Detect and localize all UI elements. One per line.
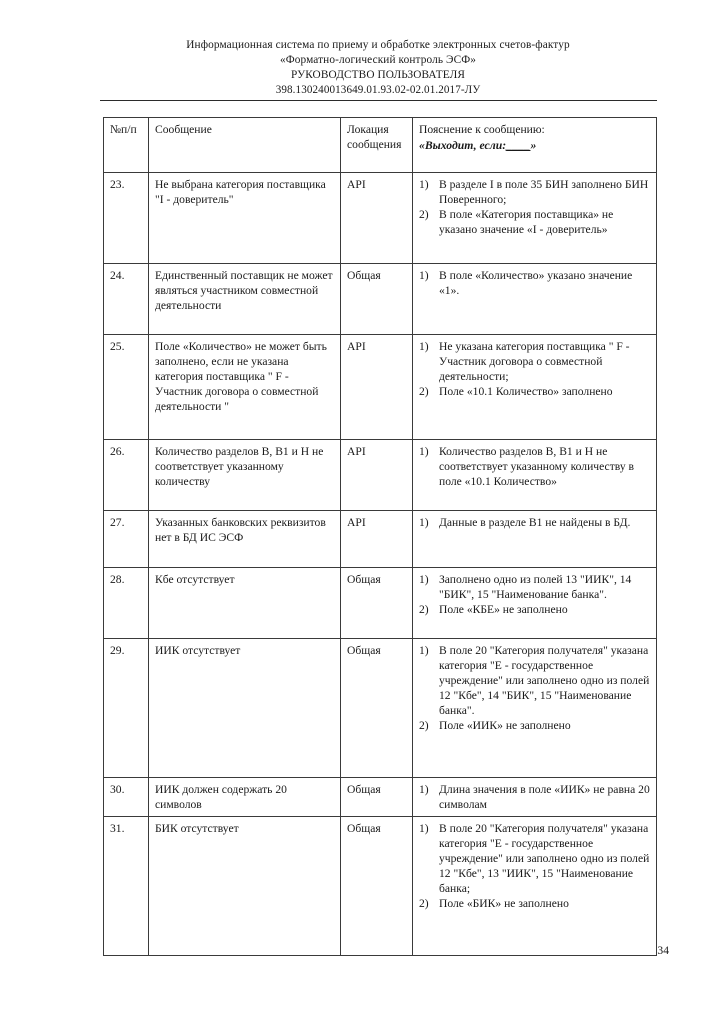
- cell-message: БИК отсутствует: [149, 817, 341, 956]
- cell-location: API: [341, 173, 413, 264]
- cell-message: ИИК отсутствует: [149, 639, 341, 778]
- table-row: [104, 173, 657, 264]
- explanation-list: [419, 821, 651, 911]
- cell-number: 26.: [104, 440, 149, 511]
- explanation-item: [419, 515, 651, 530]
- cell-number: 27.: [104, 511, 149, 568]
- cell-number: 23.: [104, 173, 149, 264]
- cell-location: Общая: [341, 264, 413, 335]
- cell-message: Количество разделов B, B1 и H не соответствует указанному количеству: [149, 440, 341, 511]
- cell-location: Общая: [341, 817, 413, 956]
- cell-location: API: [341, 440, 413, 511]
- explanation-item: [419, 896, 651, 911]
- cell-number: 28.: [104, 568, 149, 639]
- cell-explanation: [413, 440, 657, 511]
- cell-message: Кбе отсутствует: [149, 568, 341, 639]
- cell-explanation: [413, 264, 657, 335]
- table-row: [104, 568, 657, 639]
- explanation-item: [419, 718, 651, 733]
- column-header-explanation: [413, 118, 657, 173]
- explanation-item-text: Поле «ИИК» не заполнено: [439, 719, 571, 733]
- cell-message: Поле «Количество» не может быть заполнено, если не указана категория поставщика " F - Участник договора о совместной деятельности ": [149, 335, 341, 440]
- explanation-sub-tail: »: [530, 139, 537, 153]
- cell-location: Общая: [341, 639, 413, 778]
- cell-explanation: [413, 173, 657, 264]
- running-head-line-4: 398.130240013649.01.93.02-02.01.2017-ЛУ: [275, 83, 481, 96]
- explanation-item-marker: 2): [419, 208, 429, 222]
- explanation-item-text: Заполнено одно из полей 13 "ИИК", 14 "БИК", 15 "Наименование банка".: [439, 573, 632, 602]
- running-head: [100, 38, 656, 97]
- explanation-item-text: Количество разделов B, B1 и H не соответствует указанному количеству в поле «10.1 Количество»: [439, 445, 635, 489]
- explanation-item-text: В поле 20 "Категория получателя" указана категория "Е - государственное учреждение" или заполнено одно из полей 12 "Кбе", 13 "ИИК", 15 "Наименование банка;: [439, 822, 650, 896]
- explanation-item: [419, 268, 651, 298]
- cell-location: Общая: [341, 568, 413, 639]
- cell-message: Указанных банковских реквизитов нет в БД ИС ЭСФ: [149, 511, 341, 568]
- explanation-item-text: В поле «Количество» указано значение «1».: [439, 269, 633, 298]
- explanation-list: [419, 572, 651, 617]
- explanation-list: [419, 444, 651, 489]
- explanation-list: [419, 782, 651, 812]
- explanation-item: [419, 821, 651, 896]
- table-body: [104, 173, 657, 956]
- explanation-list: [419, 268, 651, 298]
- cell-message: Единственный поставщик не может являться участником совместной деятельности: [149, 264, 341, 335]
- explanation-item-marker: 1): [419, 783, 429, 796]
- explanation-item: [419, 177, 651, 207]
- explanation-item-marker: 1): [419, 516, 429, 529]
- explanation-item-marker: 1): [419, 340, 429, 353]
- column-header-location: Локация сообщения: [341, 118, 413, 173]
- cell-message: Не выбрана категория поставщика "I - доверитель": [149, 173, 341, 264]
- explanation-list: [419, 643, 651, 733]
- table-row: [104, 817, 657, 956]
- explanation-item-text: Не указана категория поставщика " F - Участник договора о совместной деятельности;: [439, 340, 630, 384]
- explanation-item: [419, 572, 651, 602]
- explanation-item: [419, 602, 651, 617]
- cell-explanation: [413, 568, 657, 639]
- cell-number: 30.: [104, 778, 149, 817]
- table-row: [104, 264, 657, 335]
- cell-number: 24.: [104, 264, 149, 335]
- table-header-row: [104, 118, 657, 173]
- explanation-item-text: Данные в разделе B1 не найдены в БД.: [439, 516, 631, 529]
- explanation-item-marker: 2): [419, 603, 429, 617]
- explanation-item: [419, 207, 651, 237]
- explanation-item-marker: 1): [419, 269, 429, 282]
- explanation-item-marker: 1): [419, 573, 429, 586]
- cell-location: API: [341, 511, 413, 568]
- explanation-item: [419, 782, 651, 812]
- explanation-item-text: Поле «БИК» не заполнено: [439, 897, 569, 911]
- running-head-line-2: «Форматно-логический контроль ЭСФ»: [279, 53, 477, 66]
- explanation-sub-prefix: «Выходит, если:: [419, 139, 507, 153]
- table-row: [104, 511, 657, 568]
- table-row: [104, 440, 657, 511]
- explanation-item: [419, 384, 651, 399]
- explanation-list: [419, 177, 651, 237]
- message-table-container: [103, 117, 656, 956]
- message-table: [103, 117, 657, 956]
- explanation-item: [419, 339, 651, 384]
- explanation-item-text: В поле 20 "Категория получателя" указана категория "Е - государственное учреждение" или заполнено одно из полей 12 "Кбе", 14 "БИК", 15 "Наименование банка".: [439, 644, 650, 718]
- cell-number: 25.: [104, 335, 149, 440]
- table-row: [104, 778, 657, 817]
- cell-message: ИИК должен содержать 20 символов: [149, 778, 341, 817]
- page-number: 34: [657, 944, 669, 957]
- column-header-number: №п/п: [104, 118, 149, 173]
- explanation-item-text: Поле «КБЕ» не заполнено: [439, 603, 568, 617]
- header-divider-rule: [100, 100, 657, 101]
- explanation-item-marker: 1): [419, 644, 429, 657]
- cell-number: 31.: [104, 817, 149, 956]
- table-row: [104, 639, 657, 778]
- cell-explanation: [413, 778, 657, 817]
- cell-location: Общая: [341, 778, 413, 817]
- running-head-line-1: Информационная система по приему и обработке электронных счетов-фактур: [186, 39, 570, 51]
- cell-location: API: [341, 335, 413, 440]
- explanation-item-text: Длина значения в поле «ИИК» не равна 20 символам: [439, 783, 650, 812]
- table-row: [104, 335, 657, 440]
- cell-explanation: [413, 335, 657, 440]
- column-header-message: Сообщение: [149, 118, 341, 173]
- table-head: [104, 118, 657, 173]
- explanation-item-text: В разделе I в поле 35 БИН заполнено БИН Поверенного;: [439, 178, 649, 207]
- cell-explanation: [413, 639, 657, 778]
- explanation-item-text: В поле «Категория поставщика» не указано значение «I - доверитель»: [439, 208, 614, 237]
- explanation-item-text: Поле «10.1 Количество» заполнено: [439, 385, 613, 399]
- running-head-line-3: РУКОВОДСТВО ПОЛЬЗОВАТЕЛЯ: [290, 68, 466, 81]
- explanation-item: [419, 444, 651, 489]
- cell-number: 29.: [104, 639, 149, 778]
- cell-explanation: [413, 511, 657, 568]
- explanation-item-marker: 1): [419, 822, 429, 836]
- column-header-explanation-subtitle: [419, 138, 651, 153]
- explanation-item-marker: 2): [419, 719, 429, 733]
- explanation-item-marker: 1): [419, 445, 429, 458]
- explanation-list: [419, 515, 651, 530]
- explanation-item: [419, 643, 651, 718]
- explanation-item-marker: 2): [419, 385, 429, 399]
- explanation-sub-blank: ____: [506, 139, 531, 153]
- cell-explanation: [413, 817, 657, 956]
- column-header-explanation-title: Пояснение к сообщению:: [419, 123, 545, 136]
- explanation-item-marker: 2): [419, 897, 429, 911]
- explanation-list: [419, 339, 651, 399]
- explanation-item-marker: 1): [419, 178, 429, 191]
